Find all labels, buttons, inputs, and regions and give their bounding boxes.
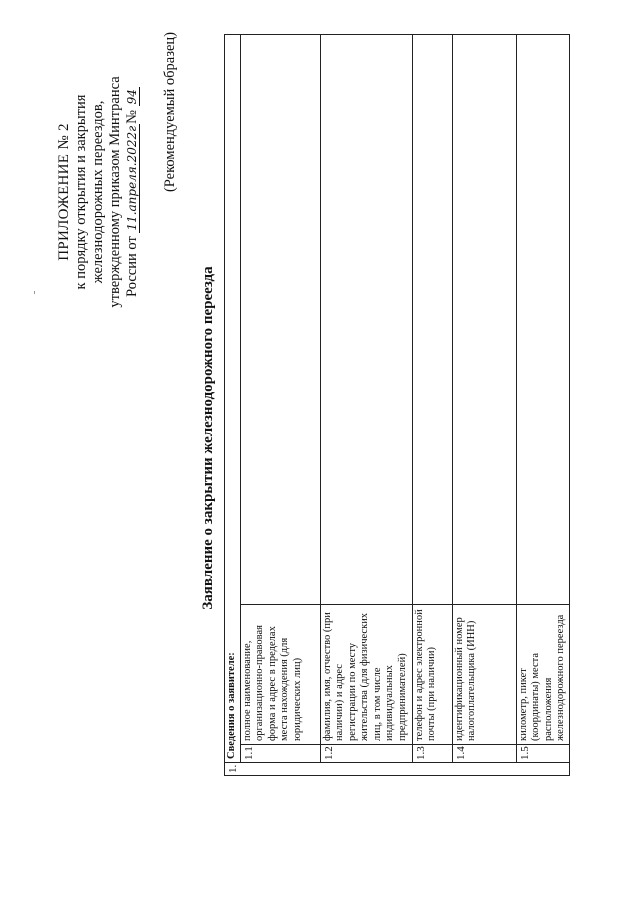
table-row	[452, 35, 516, 776]
applicant-info-table	[224, 34, 570, 776]
recommended-sample-note: (Рекомендуемый образец)	[162, 32, 178, 193]
item-label: километр, пикет (координаты) места расположения железнодорожного переезда	[516, 605, 569, 745]
appendix-line: утвержденному приказом Минтранса	[107, 76, 123, 308]
item-value-field[interactable]	[320, 35, 412, 605]
item-label: телефон и адрес электронной почты (при наличии)	[412, 605, 452, 745]
item-number: 1.4	[452, 745, 516, 763]
appendix-order-prefix: России от	[124, 232, 140, 297]
item-value-field[interactable]	[240, 35, 320, 605]
table-row	[225, 35, 241, 776]
table-row	[516, 35, 569, 776]
item-label: фамилия, имя, отчество (при наличии) и адрес регистрации по месту жительства (для физических лиц, в том числе индивидуальных предпринимателей)	[320, 605, 412, 745]
appendix-title: ПРИЛОЖЕНИЕ № 2	[56, 123, 72, 261]
document-title: Заявление о закрытии железнодорожного переезда	[200, 266, 216, 610]
appendix-line: к порядку открытия и закрытия	[73, 94, 89, 290]
table-row	[412, 35, 452, 776]
item-label: идентификационный номер налогоплательщика (ИНН)	[452, 605, 516, 745]
item-number: 1.2	[320, 745, 412, 763]
appendix-number-label: №	[124, 106, 140, 124]
item-label: полное наименование, организационно-правовая форма и адрес в пределах места нахождения (для юридических лиц)	[240, 605, 320, 745]
scan-artifact	[34, 291, 35, 294]
appendix-order-line	[124, 2, 141, 382]
table-row	[240, 35, 320, 776]
appendix-line: железнодорожных переездов,	[90, 100, 106, 284]
section-heading: Сведения о заявителе:	[225, 35, 241, 763]
item-value-field[interactable]	[412, 35, 452, 605]
item-number: 1.1	[240, 745, 320, 763]
appendix-header	[56, 2, 141, 382]
item-value-field[interactable]	[516, 35, 569, 605]
item-value-field[interactable]	[452, 35, 516, 605]
item-number: 1.3	[412, 745, 452, 763]
handwritten-date: 11.апреля.2022г	[125, 125, 139, 231]
table-row	[320, 35, 412, 776]
handwritten-number: 94	[125, 89, 139, 105]
item-number: 1.5	[516, 745, 569, 763]
section-number: 1.	[225, 763, 570, 776]
